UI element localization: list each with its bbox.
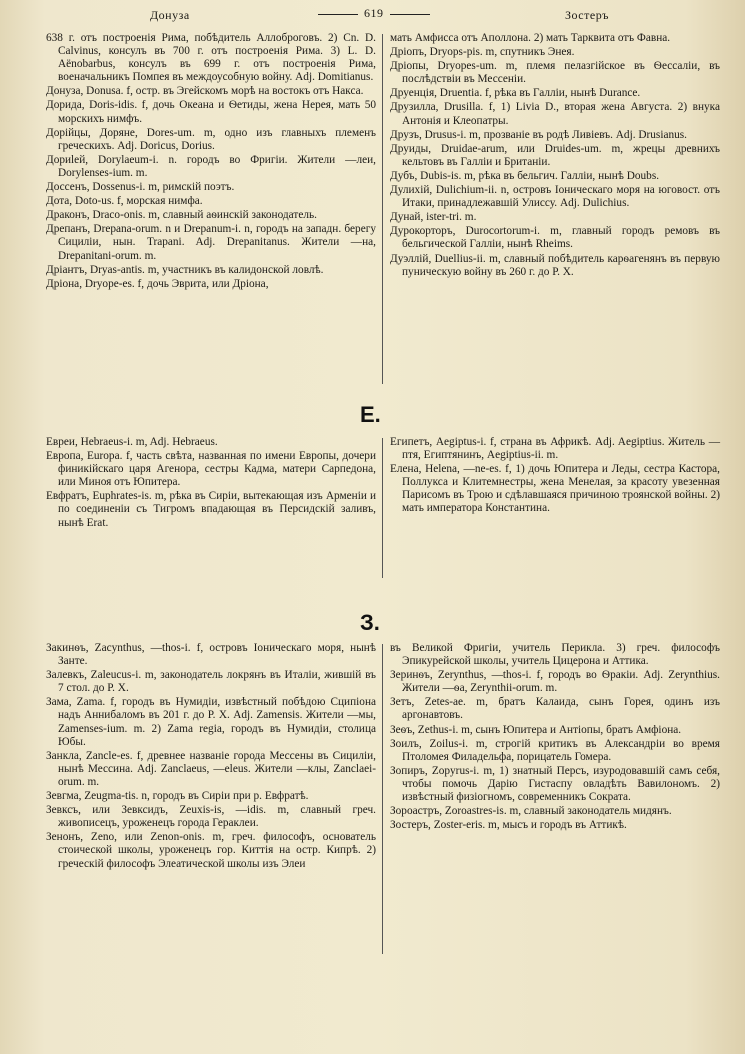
running-header [0,6,745,24]
entry: 638 г. отъ построенія Рима, побѣдитель Аллоброговъ. 2) Cn. D. Calvinus, консулъ въ 700 г. отъ построенія Рима. 3) L. D. Aënobarbus, консулъ въ 699 г. отъ построенія Рима, военачальникъ Помпея въ междоусобную войну. Adj. Domitianus. [46,32,376,84]
entry: Дота, Doto-us. f, морская нимфа. [46,195,203,208]
entry: Зевксъ, или Зевксидъ, Zeuxis-is, —idis. m, славный греч. живописецъ, уроженецъ города Гераклеи. [46,804,376,830]
entry: Донуза, Donusa. f, остр. въ Эгейскомъ морѣ на востокъ отъ Накса. [46,85,364,98]
entry: Зоилъ, Zoilus-i. m, строгій критикъ въ Александріи во время Птоломея Филадельфа, порицатель Гомера. [390,737,720,763]
entry: Дурокорторъ, Durocortorum-i. m, главный городъ ремовъ въ бельгической Галліи, нынѣ Rheims. [390,225,720,251]
entry: Европа, Europa. f, часть свѣта, названная по имени Европы, дочери финикійскаго царя Агенора, сестры Кадма, матери Сарпедона, или Миноя отъ Юпитера. [46,450,376,489]
entry: Дулихій, Dulichium-ii. n, островъ Іоническаго моря на юговост. отъ Итаки, принадлежавшій Улиссу. Adj. Dulichius. [390,184,720,210]
entry: Зенонъ, Zeno, или Zenon-onis. m, греч. философъ, основатель стоической школы, уроженецъ гор. Киттія на остр. Кипрѣ. 2) греческій философъ Элеатической школы изъ Элеи [46,831,376,870]
entry: Дріантъ, Dryas-antis. m, участникъ въ калидонской ловлѣ. [46,263,324,276]
section-letter-z: З. [360,610,380,635]
entry: Дріопы, Dryopes-um. m, племя пелазгійское въ Ѳессаліи, въ послѣдствіи въ Мессеніи. [390,60,720,86]
section-letter-e: Е. [360,402,381,427]
right-column [390,436,720,517]
entry: Друзилла, Drusilla. f, 1) Livia D., вторая жена Августа. 2) внука Антонія и Клеопатры. [390,101,720,127]
header-left-word: Донуза [150,8,190,22]
entry: Зама, Zama. f, городъ въ Нумидіи, извѣстный побѣдою Сципіона надъ Аннибаломъ въ 201 г. до Р. Х. Adj. Zamensis. Жители —мы, Zamenses-ium. m. 2) Zama regia, городъ въ Нумидіи, столица Юбы. [46,696,376,748]
entry: Друзъ, Drusus-i. m, прозваніе въ родѣ Ливіевъ. Adj. Drusianus. [390,128,687,141]
entry: Зеѳъ, Zethus-i. m, сынъ Юпитера и Антіопы, братъ Амфіона. [390,723,682,736]
entry: Елена, Helena, —ne-es. f, 1) дочь Юпитера и Леды, сестра Кастора, Поллукса и Клитемнестры, жена Менелая, за красоту увезенная Парисомъ въ Трою и сдѣлавшаяся причиною троянской войны. 2) мать императора Константина. [390,463,720,515]
entry: Египетъ, Aegiptus-i. f, страна въ Африкѣ. Adj. Aegiptius. Житель —птя, Египтянинъ, Aegiptius-ii. m. [390,436,720,462]
left-column [46,32,376,292]
entry: Залевкъ, Zaleucus-i. m, законодатель локрянъ въ Италіи, жившій въ 7 стол. до Р. Х. [46,669,376,695]
entry: Дунай, ister-tri. m. [390,211,477,224]
entry: Дубъ, Dubis-is. m, рѣка въ бельгич. Галліи, нынѣ Doubs. [390,169,660,182]
page-number-text: 619 [364,6,384,20]
entry: Зевгма, Zeugma-tis. n, городъ въ Сиріи при р. Евфратѣ. [46,790,309,803]
header-right-word: Зостеръ [565,8,609,22]
entry: Евреи, Hebraeus-i. m, Adj. Hebraeus. [46,436,218,448]
page-number [312,6,436,21]
right-column [390,642,720,833]
entry: Дуэллій, Duellius-ii. m, славный побѣдитель карѳагенянъ въ первую пуническую войну въ 260 г. до Р. Х. [390,252,720,278]
entry: Закинѳъ, Zacynthus, —thos-i. f, островъ Іоническаго моря, нынѣ Занте. [46,642,376,668]
entry: Зопиръ, Zopyrus-i. m, 1) знатный Персъ, изуродовавшій самъ себя, чтобы помочь Дарію Гистаспу овладѣть Вавилономъ. 2) извѣстный физіогномъ, современникъ Сократа. [390,764,720,804]
entry: Доссенъ, Dossenus-i. m, римскій поэтъ. [46,181,235,194]
entry: Дорійцы, Доряне, Dores-um. m, одно изъ главныхъ племенъ греческихъ. Adj. Doricus, Dorius. [46,126,376,152]
entry: Зеринѳъ, Zerynthus, —thos-i. f, городъ во Ѳракіи. Adj. Zerynthius. Жители —ѳа, Zerynthii-orum. m. [390,669,720,695]
entry: Друенція, Druentia. f, рѣка въ Галліи, нынѣ Durance. [390,87,641,100]
entry: Драконъ, Draco-onis. m, славный аѳинскій законодатель. [46,209,317,222]
entry: Зостеръ, Zoster-eris. m, мысъ и городъ въ Аттикѣ. [390,819,627,832]
entry: Зороастръ, Zoroastres-is. m, славный законодатель мидянъ. [390,805,672,818]
entry: въ Великой Фригіи, учитель Перикла. 3) греч. философъ Эпикурейской школы, учитель Цицерона и Аттика. [390,642,720,668]
entry: Дріопъ, Dryops-pis. m, спутникъ Энея. [390,46,575,59]
entry: мать Амфисса отъ Аполлона. 2) мать Тарквита отъ Фавна. [390,32,671,44]
entry: Зетъ, Zetes-ae. m, братъ Калаида, сынъ Горея, одинъ изъ аргонавтовъ. [390,696,720,722]
entry: Дрепанъ, Drepana-orum. n и Drepanum-i. n, городъ на западн. берегу Сициліи, нын. Trapani. Adj. Drepanitanus. Жители —на, Drepanitani-orum. m. [46,223,376,262]
column-divider [382,644,383,954]
entry: Дориlей, Dorylaeum-i. n. городъ во Фригіи. Жители —леи, Dorylenses-ium. m. [46,153,376,179]
column-divider [382,34,383,384]
left-column [46,436,376,531]
entry: Евфратъ, Euphrates-is. m, рѣка въ Сиріи, вытекающая изъ Арменіи и по соединеніи съ Тигромъ впадающая въ Персидскій заливъ, нынѣ Erat. [46,490,376,529]
right-column [390,32,720,280]
left-column [46,642,376,872]
entry: Друиды, Druidae-arum, или Druides-um. m, жрецы древнихъ кельтовъ въ Галліи и Британіи. [390,142,720,168]
entry: Занкла, Zancle-es. f, древнее названіе города Мессены въ Сициліи, нынѣ Мессина. Adj. Zanclaeus, —eleus. Жители —клы, Zanclaei-orum. m. [46,749,376,788]
column-divider [382,438,383,578]
entry: Дріона, Dryope-es. f, дочь Эврита, или Дріона, [46,277,269,290]
entry: Дорида, Doris-idis. f, дочь Океана и Ѳетиды, жена Нерея, мать 50 морскихъ нимфъ. [46,99,376,125]
